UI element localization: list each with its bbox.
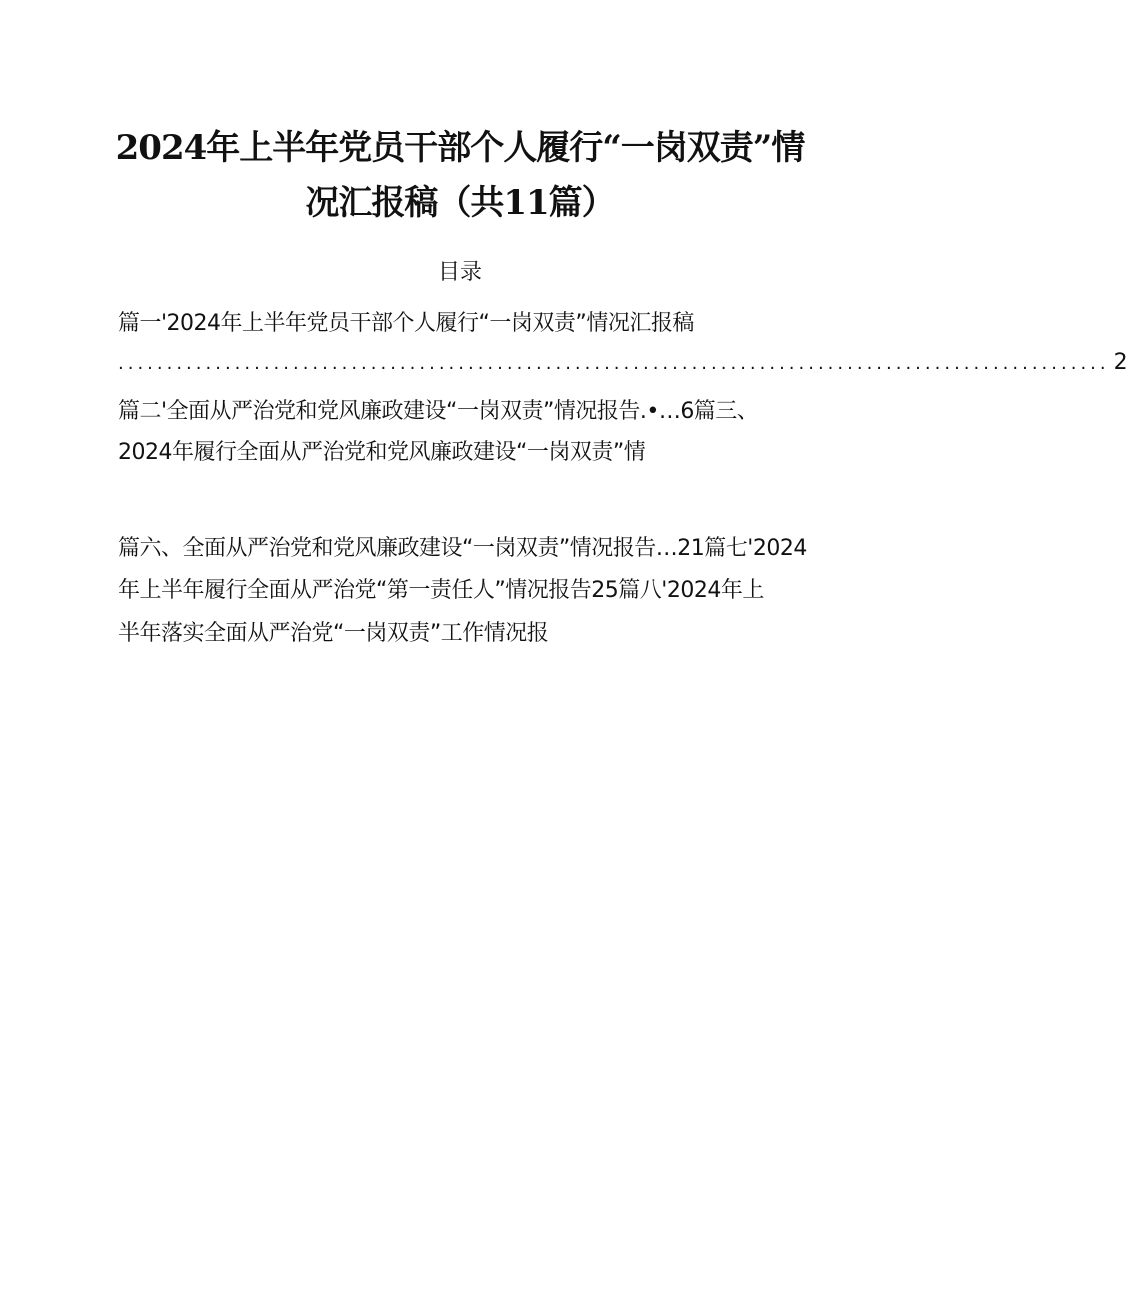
toc-entry-6: 半年落实全面从严治党“一岗双责”工作情况报 <box>118 621 549 646</box>
toc-leader-dots: ...................................................................................................... <box>118 353 1110 374</box>
toc-entry-4: 篇六、全面从严治党和党风廉政建设“一岗双责”情况报告…21篇七'2024 <box>118 536 807 561</box>
document-title-line-1: 2024年上半年党员干部个人履行“一岗双责”情 <box>115 128 805 168</box>
document-title-line-2: 况汇报稿（共11篇） <box>305 183 615 223</box>
toc-entry-5: 年上半年履行全面从严治党“第一责任人”情况报告25篇八'2024年上 <box>118 578 764 603</box>
toc-entry-3: 2024年履行全面从严治党和党风廉政建设“一岗双责”情 <box>118 440 646 465</box>
toc-entry-1: 篇一'2024年上半年党员干部个人履行“一岗双责”情况汇报稿 <box>118 311 694 336</box>
toc-heading: 目录 <box>437 260 482 285</box>
toc-entry-2: 篇二'全面从严治党和党风廉政建设“一岗双责”情况报告.•…6篇三、 <box>118 399 759 424</box>
toc-page-number: 2 <box>1113 350 1128 375</box>
toc-leader-row <box>118 348 1128 379</box>
